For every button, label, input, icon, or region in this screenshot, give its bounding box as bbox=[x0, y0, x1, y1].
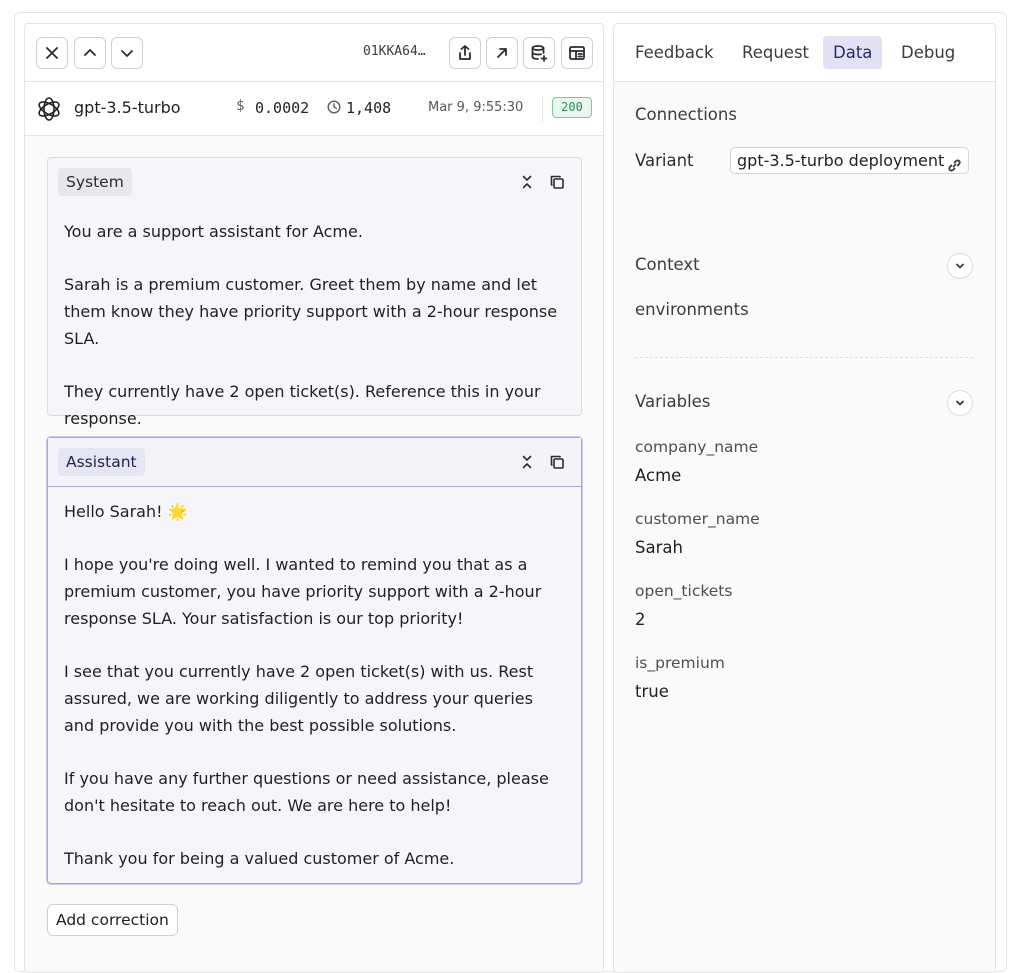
message-header bbox=[48, 158, 581, 207]
close-icon bbox=[43, 44, 61, 62]
tab-bar bbox=[614, 24, 995, 82]
chevron-down-icon bbox=[954, 397, 966, 409]
variable-key: company_name bbox=[635, 438, 759, 456]
message-text: You are a support assistant for Acme. Sarah is a premium customer. Greet them by name and let them know they have priority support with a 2-hour response SLA. They currently have 2 open ticket(s). Reference this in your response. bbox=[64, 222, 558, 428]
arrow-up-right-icon bbox=[493, 44, 511, 62]
close-button[interactable] bbox=[36, 37, 68, 69]
trace-toolbar bbox=[25, 24, 603, 82]
copy-icon bbox=[549, 174, 565, 190]
connections-title: Connections bbox=[635, 105, 737, 124]
timestamp: Mar 9, 9:55:30 bbox=[428, 100, 524, 115]
model-name: gpt-3.5-turbo bbox=[74, 98, 181, 117]
cost-value: 0.0002 bbox=[255, 99, 310, 117]
role-label: System bbox=[58, 168, 132, 196]
tab-debug[interactable]: Debug bbox=[901, 43, 956, 62]
trace-id: 01KKA64… bbox=[363, 44, 426, 59]
link-icon bbox=[948, 154, 961, 167]
generation-meta bbox=[25, 82, 603, 136]
add-to-dataset-button[interactable] bbox=[523, 37, 555, 69]
collapse-icon bbox=[519, 174, 535, 190]
collapse-icon bbox=[519, 454, 535, 470]
context-title: Context bbox=[635, 255, 700, 274]
clock-icon bbox=[327, 100, 341, 114]
next-button[interactable] bbox=[111, 37, 143, 69]
context-toggle[interactable] bbox=[947, 253, 973, 279]
collapse-button[interactable] bbox=[519, 174, 535, 190]
chevron-down-icon bbox=[954, 260, 966, 272]
variant-link[interactable] bbox=[730, 147, 969, 174]
dollar-icon: $ bbox=[236, 98, 245, 114]
copy-button[interactable] bbox=[549, 174, 565, 190]
variable-key: customer_name bbox=[635, 510, 760, 528]
tab-data[interactable]: Data bbox=[823, 36, 882, 69]
variable-value: Sarah bbox=[635, 538, 683, 557]
details-panel bbox=[613, 23, 996, 973]
previous-button[interactable] bbox=[74, 37, 106, 69]
database-plus-icon bbox=[530, 44, 548, 62]
message-text[interactable]: Hello Sarah! 🌟 I hope you're doing well. I wanted to remind you that as a premium customer, you have priority support with a 2-hour response SLA. Your satisfaction is our top priority! I see that you currently have 2 open ticket(s) with us. Rest assured, we are working diligently to address your queries and provide you with the best possible solutions. If you have any further questions or need assistance, please don't hesitate to reach out. We are here to help! Thank you for being a valued customer of Acme. bbox=[64, 502, 549, 869]
share-icon bbox=[456, 44, 474, 62]
layout-icon bbox=[568, 44, 586, 62]
variable-value: Acme bbox=[635, 466, 682, 485]
share-button[interactable] bbox=[449, 37, 481, 69]
variable-value: 2 bbox=[635, 610, 646, 629]
collapse-button[interactable] bbox=[519, 454, 535, 470]
trace-detail-panel bbox=[24, 23, 604, 973]
divider bbox=[635, 357, 973, 358]
context-item: environments bbox=[635, 300, 749, 319]
variant-value: gpt-3.5-turbo deployment bbox=[737, 151, 945, 170]
assistant-message bbox=[47, 437, 582, 884]
variable-key: open_tickets bbox=[635, 582, 733, 600]
openai-logo-icon bbox=[35, 95, 63, 123]
role-label: Assistant bbox=[58, 448, 145, 476]
add-correction-button[interactable]: Add correction bbox=[47, 904, 178, 936]
copy-button[interactable] bbox=[549, 454, 565, 470]
chevron-down-icon bbox=[118, 44, 136, 62]
tab-request[interactable]: Request bbox=[742, 43, 810, 62]
variable-key: is_premium bbox=[635, 654, 725, 672]
token-count: 1,408 bbox=[346, 99, 392, 117]
status-badge: 200 bbox=[552, 97, 592, 118]
variables-toggle[interactable] bbox=[947, 390, 973, 416]
system-message bbox=[47, 157, 582, 428]
open-external-button[interactable] bbox=[486, 37, 518, 69]
layout-button[interactable] bbox=[561, 37, 593, 69]
message-header bbox=[48, 438, 581, 487]
variables-title: Variables bbox=[635, 392, 711, 411]
copy-icon bbox=[549, 454, 565, 470]
tab-feedback[interactable]: Feedback bbox=[635, 43, 714, 62]
variant-label: Variant bbox=[635, 151, 694, 170]
variable-value: true bbox=[635, 682, 669, 701]
chevron-up-icon bbox=[81, 44, 99, 62]
divider bbox=[542, 96, 543, 122]
